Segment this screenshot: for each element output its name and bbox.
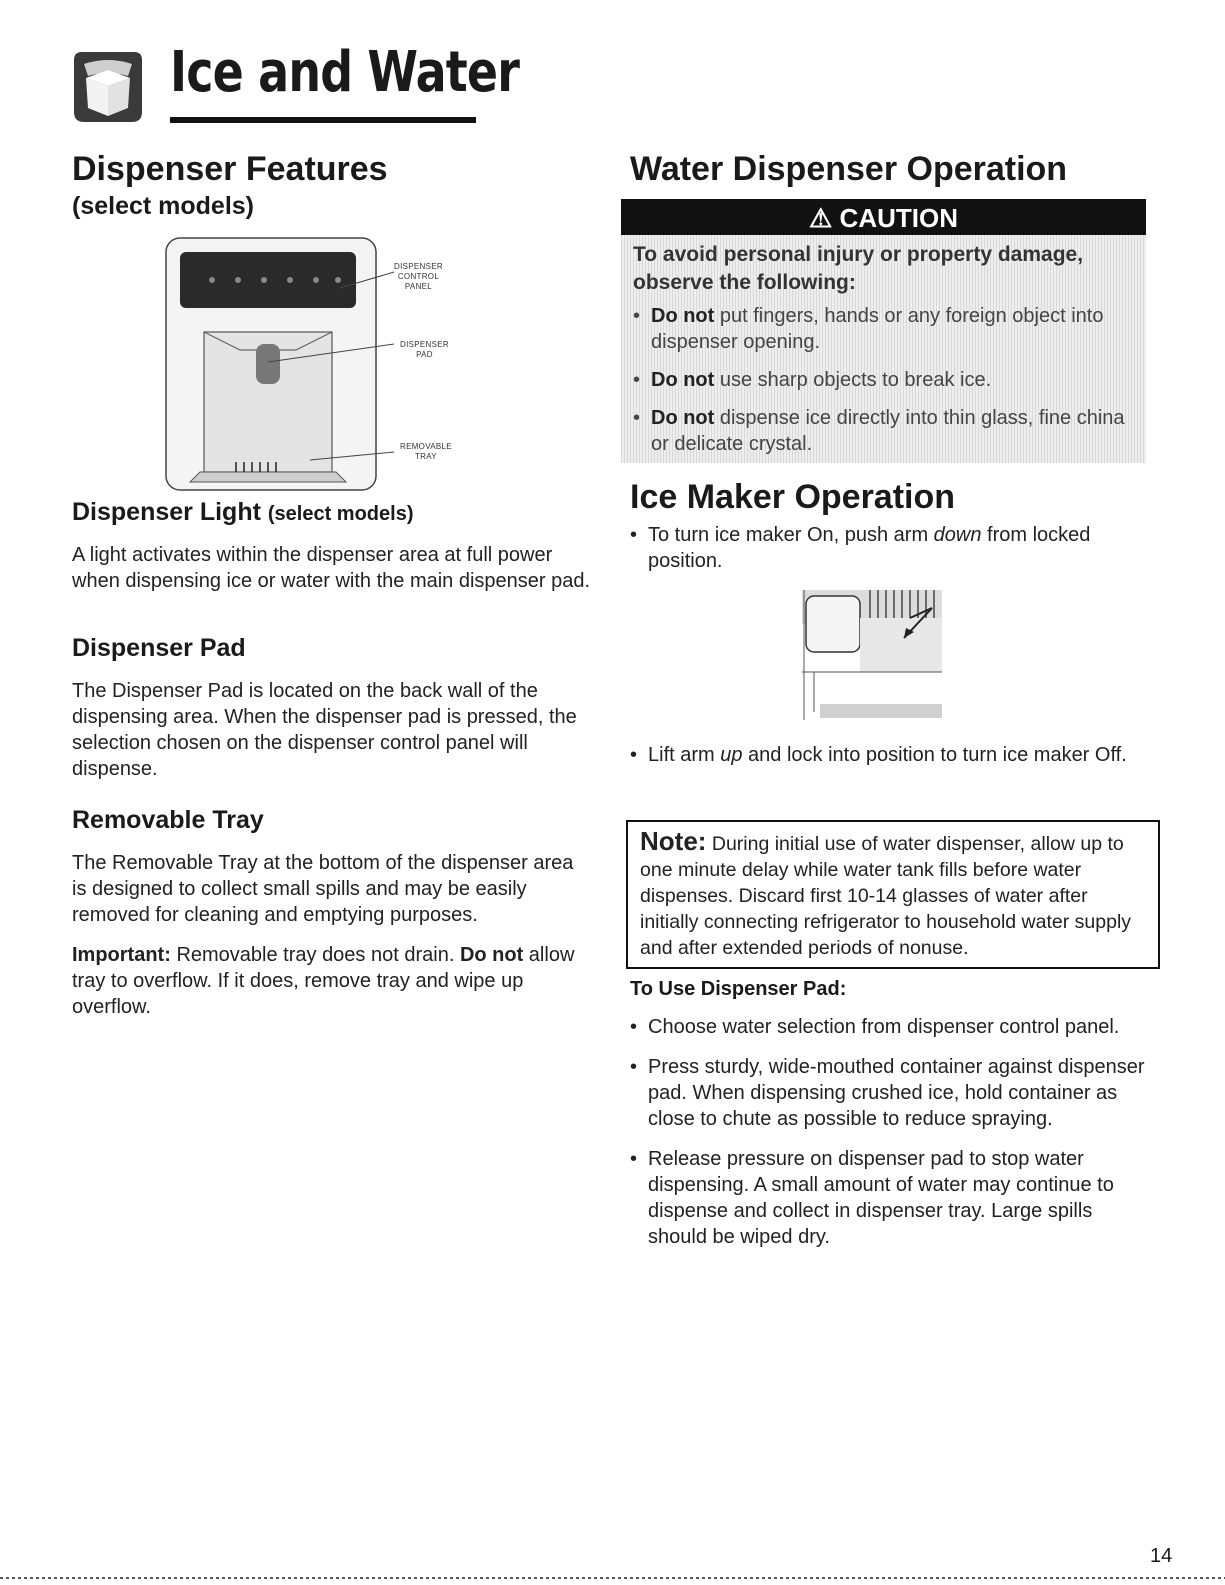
callout-line: TRAY: [414, 452, 437, 461]
title-underline: [170, 117, 476, 123]
caution-item: [633, 367, 1138, 393]
bullet-icon: •: [630, 1056, 638, 1078]
caution-box: [621, 199, 1146, 463]
ice-maker-arm-illustration: [800, 588, 944, 724]
bullet-icon: •: [633, 407, 641, 429]
page-title: Ice and Water: [170, 40, 520, 105]
caution-item-text: put fingers, hands or any foreign object into dispenser opening.: [651, 305, 1104, 353]
callout-removable-tray: [400, 442, 452, 462]
item-emphasis: up: [720, 744, 743, 766]
water-dispenser-heading: Water Dispenser Operation: [630, 150, 1068, 188]
to-use-dispenser-pad-heading: To Use Dispenser Pad:: [630, 978, 847, 1000]
dispenser-features-heading: Dispenser Features: [72, 150, 388, 188]
list-item: [628, 1054, 1148, 1132]
callout-control-panel: [394, 262, 443, 292]
dispenser-pad-steps: [628, 1014, 1148, 1250]
callout-line: PANEL: [404, 282, 433, 291]
caution-title: CAUTION: [839, 203, 958, 233]
item-text: from locked position.: [648, 524, 1091, 572]
do-not-label: Do not: [459, 944, 524, 966]
do-not-label: Do not: [651, 369, 715, 391]
important-label: Important:: [72, 944, 171, 966]
bullet-icon: •: [633, 305, 641, 327]
page-number: 14: [1150, 1545, 1173, 1567]
list-item: [628, 742, 1128, 768]
important-paragraph: [72, 942, 592, 1020]
callout-line: REMOVABLE: [400, 442, 452, 451]
caution-header: [621, 199, 1146, 235]
ice-maker-heading: Ice Maker Operation: [630, 478, 956, 516]
callout-line: DISPENSER: [400, 340, 449, 349]
item-text: To turn ice maker On, push arm: [648, 524, 934, 546]
list-item: [628, 1014, 1148, 1040]
dispenser-pad-text: The Dispenser Pad is located on the back wall of the dispensing area. When the dispenser pad is pressed, the selection chosen on the dispenser control panel will dispense.: [72, 680, 577, 780]
do-not-label: Do not: [651, 407, 715, 429]
removable-tray-heading: Removable Tray: [72, 806, 264, 834]
item-emphasis: down: [933, 524, 982, 546]
warning-triangle-icon: ⚠: [809, 203, 833, 233]
bullet-icon: •: [633, 369, 641, 391]
caution-intro: To avoid personal injury or property damage, observe the following:: [633, 243, 1084, 294]
dispenser-light-text: A light activates within the dispenser area at full power when dispensing ice or water with the main dispenser pad.: [72, 544, 591, 592]
dispenser-diagram: [160, 236, 480, 496]
heading-text: Dispenser Light: [72, 498, 261, 526]
list-item: [628, 1146, 1148, 1250]
note-box: [626, 820, 1160, 969]
bottom-rule: [0, 1577, 1225, 1579]
bullet-icon: •: [630, 1016, 638, 1038]
dispenser-light-heading: [72, 498, 413, 527]
list-item: [628, 522, 1128, 574]
callout-line: PAD: [416, 350, 433, 359]
note-label: Note:: [640, 826, 707, 856]
dispenser-pad-heading: Dispenser Pad: [72, 634, 246, 662]
item-text: Lift arm: [648, 744, 721, 766]
item-text: and lock into position to turn ice maker Off.: [742, 744, 1127, 766]
bullet-icon: •: [630, 744, 638, 766]
ice-cube-icon: [64, 46, 152, 128]
do-not-label: Do not: [651, 305, 715, 327]
callout-dispenser-pad: [400, 340, 449, 360]
bullet-icon: •: [630, 1148, 638, 1170]
select-models-subheading: (select models): [72, 192, 255, 220]
removable-tray-text: The Removable Tray at the bottom of the dispenser area is designed to collect small spills and may be easily removed for cleaning and emptying purposes.: [72, 852, 574, 926]
callout-line: DISPENSER: [394, 262, 443, 271]
caution-list: [633, 303, 1138, 469]
ice-maker-on-list: [628, 522, 1128, 574]
caution-item-text: use sharp objects to break ice.: [714, 369, 992, 391]
bullet-icon: •: [630, 524, 638, 546]
item-text: Choose water selection from dispenser control panel.: [648, 1016, 1120, 1038]
caution-item: [633, 405, 1138, 457]
important-text: Removable tray does not drain.: [170, 944, 460, 966]
heading-subtext: (select models): [267, 503, 414, 525]
item-text: Release pressure on dispenser pad to stop water dispensing. A small amount of water may continue to dispense and collect in dispenser tray. Large spills should be wiped dry.: [648, 1148, 1114, 1248]
note-text: During initial use of water dispenser, allow up to one minute delay while water tank fills before water dispenses. Discard first 10-14 glasses of water after initially connecting refrigerator to household water supply and after extended periods of nonuse.: [640, 833, 1132, 959]
ice-maker-off-list: [628, 742, 1128, 768]
item-text: Press sturdy, wide-mouthed container against dispenser pad. When dispensing crushed ice, hold container as close to chute as possible to reduce spraying.: [648, 1056, 1145, 1130]
caution-item-text: dispense ice directly into thin glass, fine china or delicate crystal.: [651, 407, 1125, 455]
callout-line: CONTROL: [397, 272, 440, 281]
caution-item: [633, 303, 1138, 355]
important-text: allow tray to overflow. If it does, remove tray and wipe up overflow.: [72, 944, 575, 1018]
